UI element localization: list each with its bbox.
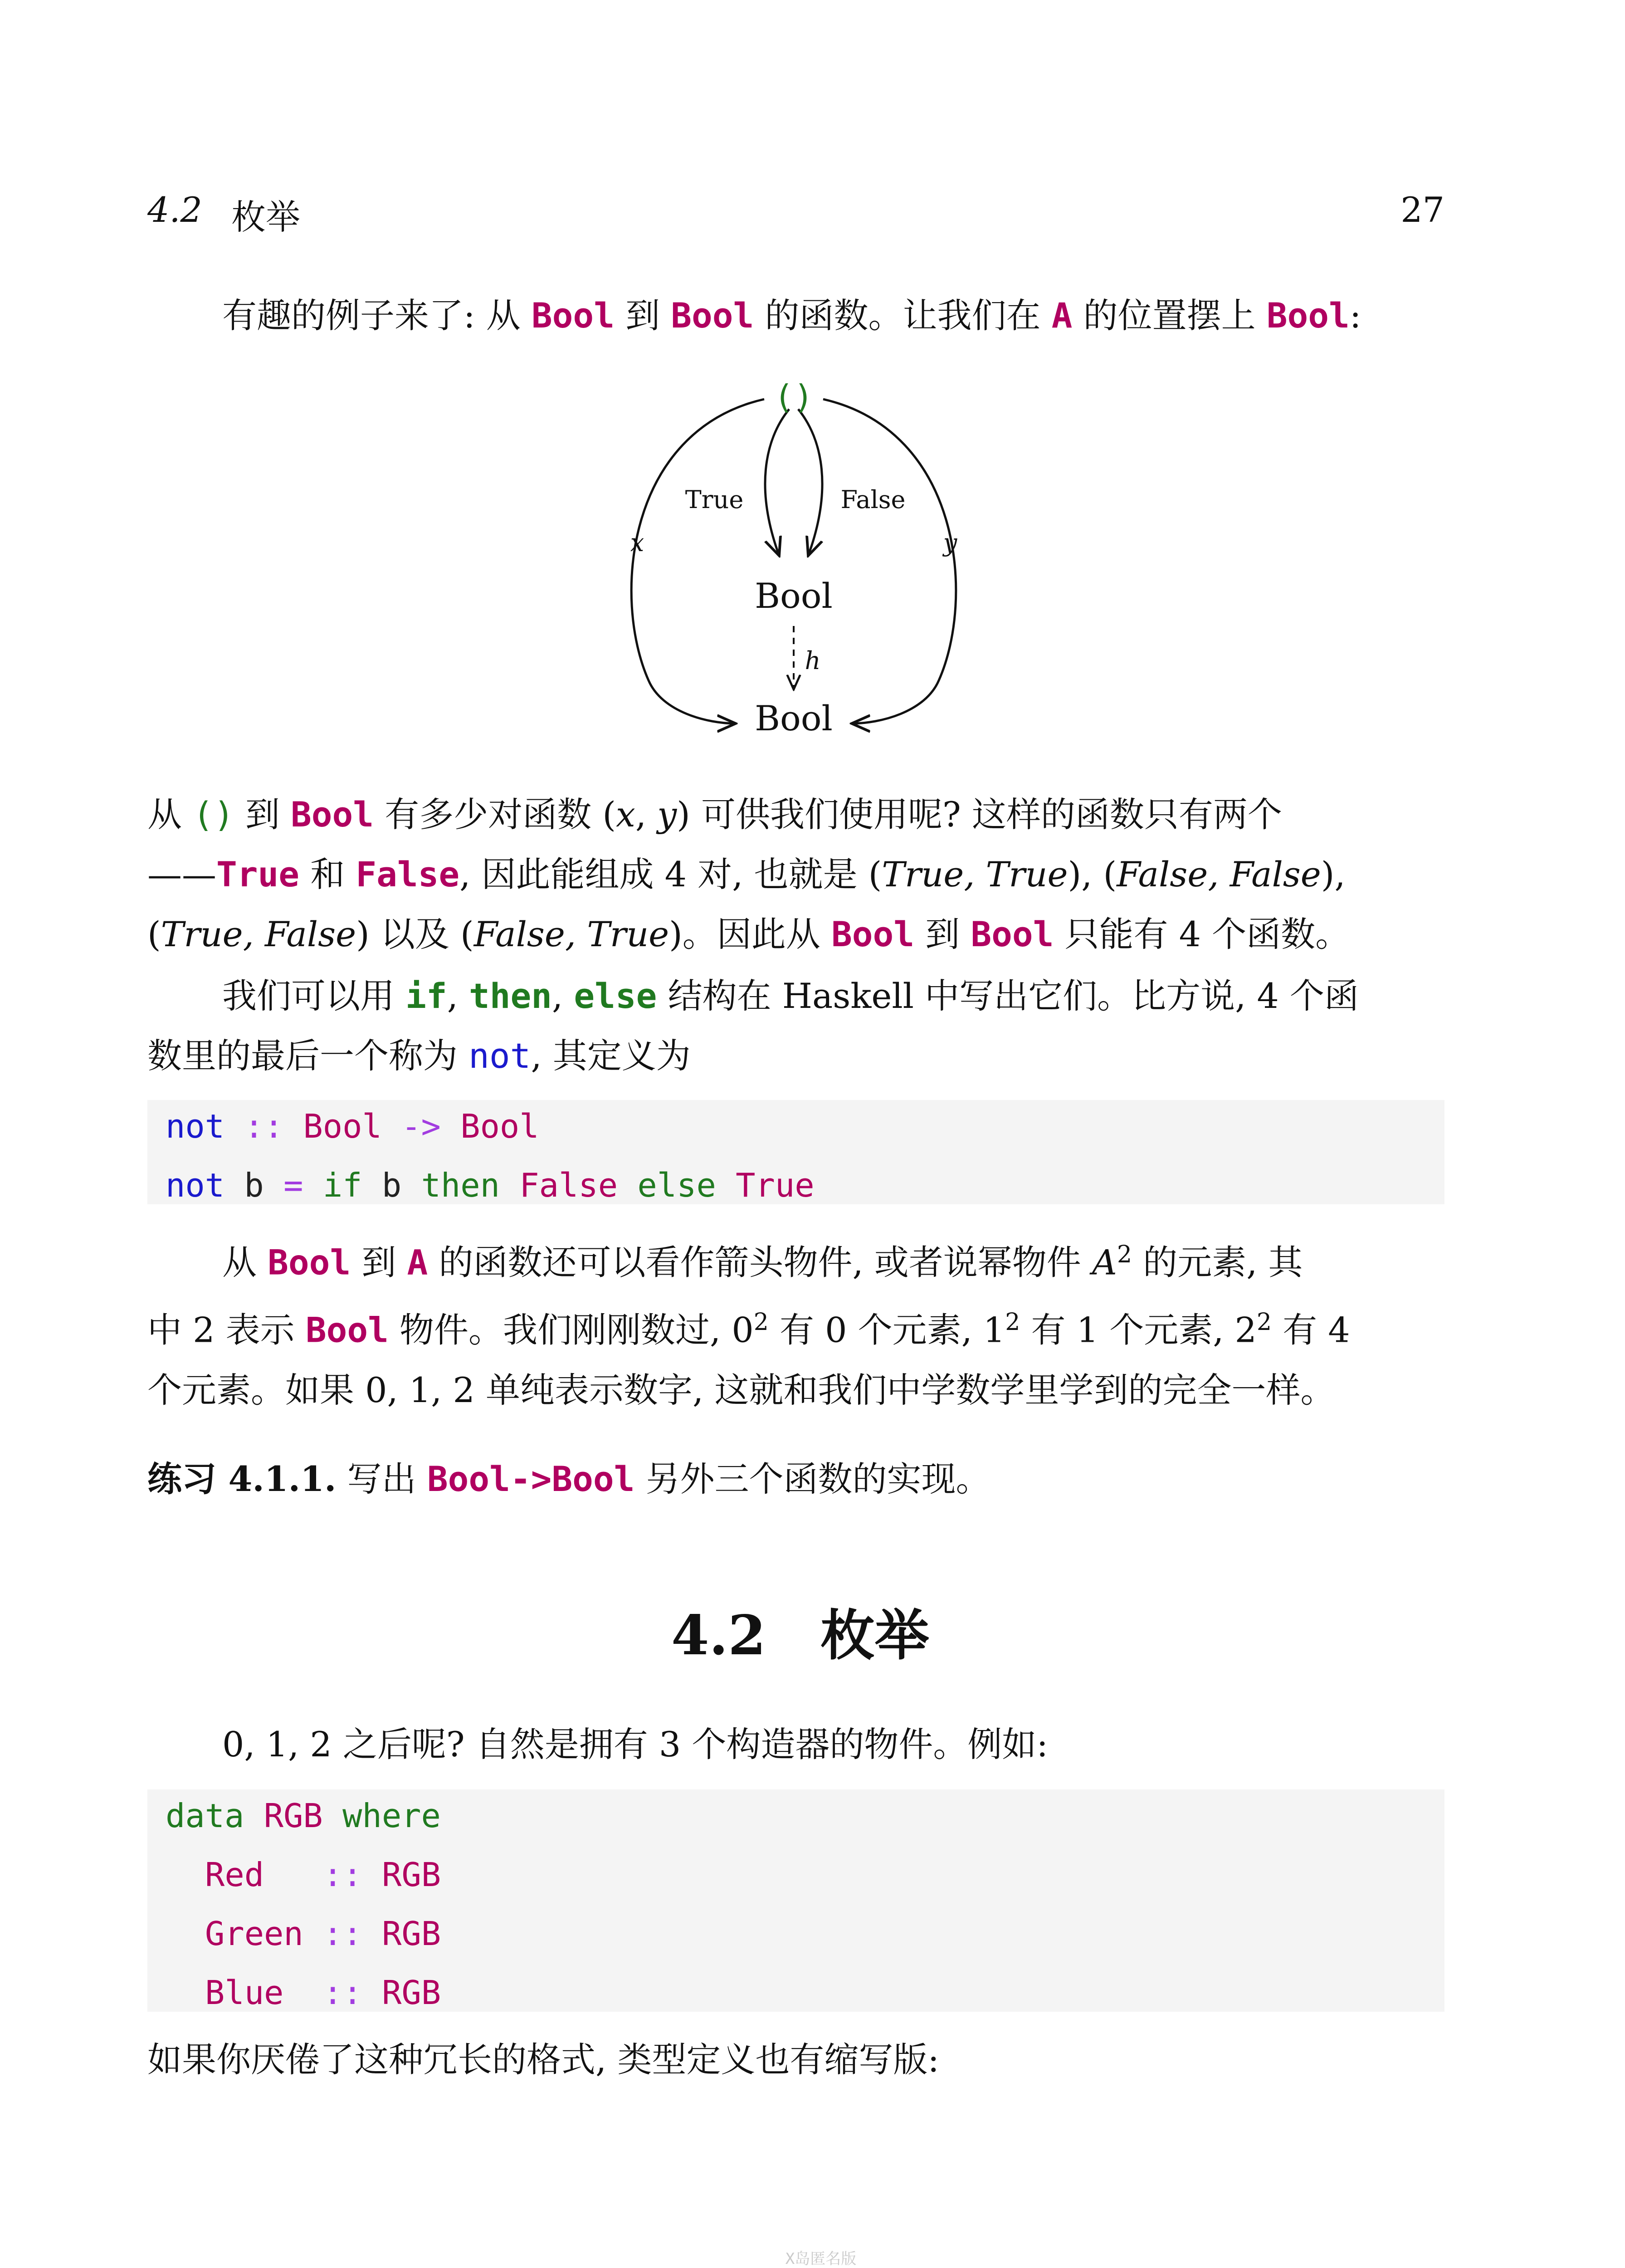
- text: 有 0 个元素, 1: [768, 1310, 1005, 1350]
- superscript: 2: [1005, 1309, 1020, 1336]
- text: ), (: [1068, 854, 1117, 894]
- code-token: where: [342, 1797, 441, 1835]
- code-token: Red: [205, 1856, 264, 1894]
- text: )。因此从: [669, 914, 831, 954]
- text: 个元素。如果 0, 1, 2 单纯表示数字, 这就和我们中学数学里学到的完全一样。: [147, 1369, 1335, 1410]
- superscript: 2: [753, 1309, 769, 1336]
- code-token: True: [736, 1166, 815, 1204]
- code-token: [618, 1166, 637, 1204]
- code-token: [264, 1856, 323, 1894]
- code-false: False: [356, 854, 460, 894]
- code-token: RGB: [382, 1856, 441, 1894]
- text: 有多少对函数 (: [374, 794, 616, 835]
- text: ,: [552, 976, 574, 1016]
- watermark-line: X岛匿名版: [785, 2250, 857, 2268]
- code-bool: Bool: [831, 914, 914, 954]
- code-bool: Bool: [531, 295, 615, 336]
- text: ,: [447, 976, 469, 1016]
- code-then: then: [469, 976, 552, 1016]
- text: 到: [351, 1242, 407, 1283]
- code-token: b: [362, 1166, 421, 1204]
- superscript: 2: [1256, 1309, 1272, 1336]
- superscript: 2: [1117, 1241, 1132, 1268]
- para1-line2: [147, 845, 1444, 904]
- code-token: ->: [381, 1107, 461, 1145]
- code-a: A: [1051, 295, 1073, 336]
- math-y: y: [657, 794, 677, 835]
- para1-line1: [147, 785, 1444, 845]
- function-diagram: [590, 372, 998, 758]
- section-heading: [671, 1592, 929, 1670]
- text: 的元素, 其: [1132, 1242, 1303, 1283]
- code-token: Bool: [303, 1107, 382, 1145]
- math-pair: True, True: [882, 854, 1068, 894]
- paragraph-shorthand: [147, 2030, 939, 2090]
- para2-line1: [147, 966, 1444, 1026]
- text: 我们可以用: [222, 976, 406, 1016]
- math-pair: True, False: [161, 914, 356, 954]
- code-else: else: [574, 976, 657, 1016]
- intro-text: 有趣的例子来了: 从: [222, 295, 532, 336]
- code-line-signature: [166, 1107, 539, 1145]
- header-section-title: 枚举: [231, 197, 300, 237]
- text: 到: [914, 914, 971, 954]
- math-x: x: [616, 794, 635, 835]
- code-token: Green: [205, 1915, 303, 1953]
- text: 如果你厌倦了这种冗长的格式, 类型定义也有缩写版:: [147, 2039, 939, 2080]
- text: 只能有 4 个函数。: [1054, 914, 1350, 954]
- math-a: A: [1092, 1242, 1117, 1283]
- code-token: not: [166, 1107, 225, 1145]
- code-bool: Bool: [671, 295, 754, 336]
- node-bool-bottom: Bool: [755, 698, 833, 738]
- code-token: [303, 1915, 323, 1953]
- code-line-blue: [205, 1974, 441, 2012]
- code-token: not: [166, 1166, 225, 1204]
- code-bool: Bool: [291, 794, 374, 835]
- code-line-green: [205, 1915, 441, 1953]
- code-bool-to-bool: Bool->Bool: [427, 1459, 635, 1499]
- code-token: RGB: [244, 1797, 343, 1835]
- code-token: [283, 1974, 323, 2012]
- code-token: then: [421, 1166, 500, 1204]
- code-token: b: [224, 1166, 284, 1204]
- label-true: True: [685, 485, 744, 514]
- paragraph-three-constructors: [222, 1715, 1048, 1774]
- code-unit: (): [193, 794, 234, 835]
- exercise-label: 练习 4.1.1.: [147, 1459, 337, 1499]
- text: , 因此能组成 4 对, 也就是 (: [459, 854, 882, 894]
- para1-line3: [147, 904, 1444, 964]
- label-y: y: [943, 528, 957, 557]
- text: 的函数还可以看作箭头物件, 或者说幂物件: [428, 1242, 1092, 1283]
- text: ,: [635, 794, 658, 835]
- paragraph-power-object: [147, 1225, 1444, 1420]
- arrow-false: [798, 409, 822, 556]
- text: ) 可供我们使用呢? 这样的函数只有两个: [677, 794, 1282, 835]
- text: 有 4: [1271, 1310, 1350, 1350]
- text: 从: [222, 1242, 268, 1283]
- para3-line3: [147, 1360, 1444, 1420]
- code-line-definition: [166, 1166, 815, 1204]
- text: 物件。我们刚刚数过, 0: [388, 1310, 754, 1350]
- paragraph-if-then-else: [147, 966, 1444, 1086]
- code-token: else: [637, 1166, 716, 1204]
- node-bool-middle: Bool: [755, 576, 833, 616]
- code-true: True: [216, 854, 300, 894]
- code-token: ::: [323, 1915, 382, 1953]
- text: 中 2 表示: [147, 1310, 306, 1350]
- node-unit: (): [774, 378, 814, 416]
- header-section-number: 4.2: [147, 190, 202, 230]
- code-line-data: [166, 1797, 441, 1835]
- code-token: [500, 1166, 519, 1204]
- label-x: x: [630, 528, 644, 557]
- intro-text: 的位置摆上: [1072, 295, 1267, 336]
- exercise: [147, 1449, 991, 1509]
- code-token: ::: [323, 1974, 382, 2012]
- text: 另外三个函数的实现。: [634, 1459, 991, 1499]
- section-number: 4.2: [671, 1603, 766, 1667]
- running-header: [147, 190, 1444, 240]
- intro-text: :: [1349, 295, 1361, 336]
- code-a: A: [407, 1242, 428, 1283]
- text: ),: [1321, 854, 1346, 894]
- text: 0, 1, 2 之后呢? 自然是拥有 3 个构造器的物件。例如:: [222, 1724, 1049, 1765]
- code-token: ::: [224, 1107, 303, 1145]
- label-false: False: [840, 485, 906, 514]
- text: 从: [147, 794, 193, 835]
- para3-line1: [147, 1225, 1444, 1292]
- code-token: RGB: [382, 1915, 441, 1953]
- arrow-true: [765, 409, 789, 556]
- text: 有 1 个元素, 2: [1020, 1310, 1257, 1350]
- para3-line2: [147, 1292, 1444, 1360]
- code-bool: Bool: [305, 1310, 389, 1350]
- code-token: [303, 1166, 322, 1204]
- text: 写出: [336, 1459, 427, 1499]
- arrow-x: [631, 399, 764, 723]
- intro-text: 的函数。让我们在: [754, 295, 1052, 336]
- code-bool: Bool: [268, 1242, 351, 1283]
- intro-text: 到: [614, 295, 671, 336]
- text: 和: [299, 854, 356, 894]
- code-token: =: [283, 1166, 303, 1204]
- code-token: RGB: [382, 1974, 441, 2012]
- code-bool: Bool: [1266, 295, 1350, 336]
- text: , 其定义为: [531, 1036, 691, 1076]
- code-token: if: [322, 1166, 362, 1204]
- math-pair: False, False: [1117, 854, 1321, 894]
- label-h: h: [805, 646, 821, 675]
- text: 数里的最后一个称为: [147, 1036, 469, 1076]
- code-token: [716, 1166, 736, 1204]
- code-if: if: [405, 976, 447, 1016]
- intro-paragraph: [222, 286, 1361, 346]
- arrow-y: [823, 399, 956, 723]
- section-title: 枚举: [820, 1603, 929, 1667]
- code-token: ::: [323, 1856, 382, 1894]
- math-pair: False, True: [473, 914, 669, 954]
- code-token: data: [166, 1797, 244, 1835]
- page-number: 27: [1401, 190, 1444, 230]
- paragraph-function-pairs: [147, 785, 1444, 964]
- code-token: Bool: [460, 1107, 539, 1145]
- code-line-red: [205, 1856, 441, 1894]
- code-not: not: [468, 1036, 531, 1076]
- code-token: False: [519, 1166, 618, 1204]
- code-bool: Bool: [971, 914, 1054, 954]
- text: 结构在 Haskell 中写出它们。比方说, 4 个函: [657, 976, 1359, 1016]
- text: ) 以及 (: [356, 914, 474, 954]
- code-token: Blue: [205, 1974, 284, 2012]
- code-block-not: [147, 1100, 1444, 1204]
- text: 到: [234, 794, 291, 835]
- text: (: [147, 914, 161, 954]
- para2-line2: [147, 1026, 1444, 1086]
- text: ——: [147, 854, 216, 894]
- watermark: [762, 2250, 880, 2268]
- code-block-rgb: [147, 1789, 1444, 2012]
